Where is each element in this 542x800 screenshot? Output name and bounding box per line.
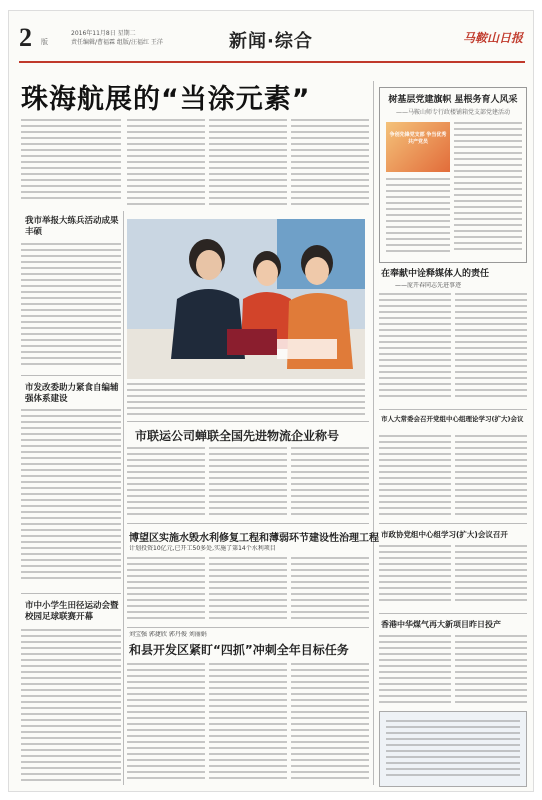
mid-article3-col3 xyxy=(291,663,369,785)
left-item3-title: 市中小学生田径运动会暨校园足球联赛开幕 xyxy=(25,601,119,622)
mid-article2-col2 xyxy=(209,557,287,623)
main-headline: 珠海航展的“当涂元素” xyxy=(21,84,311,115)
news-photo xyxy=(127,219,365,379)
mid-article1-title: 市联运公司蝉联全国先进物流企业称号 xyxy=(135,429,340,443)
right-article3-col2 xyxy=(455,435,527,519)
right-box-image xyxy=(386,122,450,172)
lead-text-col2 xyxy=(127,119,205,215)
mid-article1-col1 xyxy=(127,447,205,519)
left-item1-title: 我市举报大练兵活动成果丰硕 xyxy=(25,216,119,237)
mid-article3-col2 xyxy=(209,663,287,785)
right-article3-col1 xyxy=(379,435,451,519)
right-article2-title: 在奉献中诠释媒体人的责任 xyxy=(381,269,490,279)
mid-article1-col3 xyxy=(291,447,369,519)
right-feature-box xyxy=(379,87,527,263)
column-divider-right xyxy=(373,81,374,785)
left-item2-body xyxy=(21,409,121,585)
lead-text-col4 xyxy=(291,119,369,215)
right-article2-subtitle: ——庞开春同志先进事迹 xyxy=(395,282,462,289)
right-divider-2 xyxy=(379,523,527,524)
issue-editors: 责任编辑/曹福霖 组版/汪福红 王洋 xyxy=(71,39,163,46)
section-title: 新闻·综合 xyxy=(229,31,313,52)
mid-article3-kicker: 刘宝强 郭捷欣 郭丹俊 刘丽娟 xyxy=(129,631,207,638)
left-item1-body xyxy=(21,243,121,371)
newspaper-page xyxy=(8,10,534,792)
left-item3-body xyxy=(21,629,121,785)
left-divider-2 xyxy=(21,593,121,594)
right-box-subtitle: ——马鞍山师专行政楼铺箱党支部党建活动 xyxy=(395,109,510,116)
photo-illustration xyxy=(127,219,365,379)
mid-divider-2 xyxy=(127,523,369,524)
issue-date: 2016年11月8日 星期二 xyxy=(71,30,136,37)
mid-article2-col1 xyxy=(127,557,205,623)
right-article3-title: 市人大常委会召开党组中心组理论学习(扩大)会议 xyxy=(381,415,524,423)
masthead xyxy=(19,23,525,63)
lead-text-col3 xyxy=(209,119,287,215)
mid-divider-1 xyxy=(127,421,369,422)
right-article4-title: 市政协党组中心组学习(扩大)会议召开 xyxy=(381,530,508,539)
right-box-image-caption: 争创先锋党支部 争当优秀共产党员 xyxy=(389,132,447,145)
right-article2-col2 xyxy=(455,293,527,403)
mid-article3-col1 xyxy=(127,663,205,785)
right-article5-title: 香港中华煤气再大新项目昨日投产 xyxy=(381,620,501,629)
right-box-text-col1 xyxy=(454,122,522,258)
page-number-suffix: 版 xyxy=(41,38,48,46)
left-item2-title: 市发改委助力紧食自编辅强体系建设 xyxy=(25,383,119,404)
right-article4-col1 xyxy=(379,545,451,609)
right-article2-col1 xyxy=(379,293,451,403)
right-article4-col2 xyxy=(455,545,527,609)
mid-article3-title: 和县开发区紧盯“四抓”冲刺全年目标任务 xyxy=(129,643,349,657)
mid-article1-col2 xyxy=(209,447,287,519)
right-box-title: 树基层党建旗帜 星根务育人风采 xyxy=(388,95,518,105)
advertisement-text xyxy=(386,720,520,780)
right-divider-3 xyxy=(379,613,527,614)
right-divider-1 xyxy=(379,409,527,410)
newspaper-logo: 马鞍山日报 xyxy=(462,31,523,45)
right-box-text-col2 xyxy=(386,178,450,258)
right-article5-col1 xyxy=(379,635,451,707)
mid-divider-3 xyxy=(127,627,369,628)
column-divider-left xyxy=(123,211,124,785)
mid-article2-subtitle: 计划投资10亿元,已开工50多处,实施了第14个水利项目 xyxy=(129,545,276,552)
photo-caption-lines xyxy=(127,383,365,419)
page-number: 2 xyxy=(19,23,32,52)
lead-text-col1 xyxy=(21,119,121,207)
advertisement-box xyxy=(379,711,527,787)
mid-article2-title: 博望区实施水毁水利修复工程和薄弱环节建设性治理工程 xyxy=(129,533,379,544)
mid-article2-col3 xyxy=(291,557,369,623)
issue-meta xyxy=(71,29,163,47)
left-divider-1 xyxy=(21,375,121,376)
right-article5-col2 xyxy=(455,635,527,707)
